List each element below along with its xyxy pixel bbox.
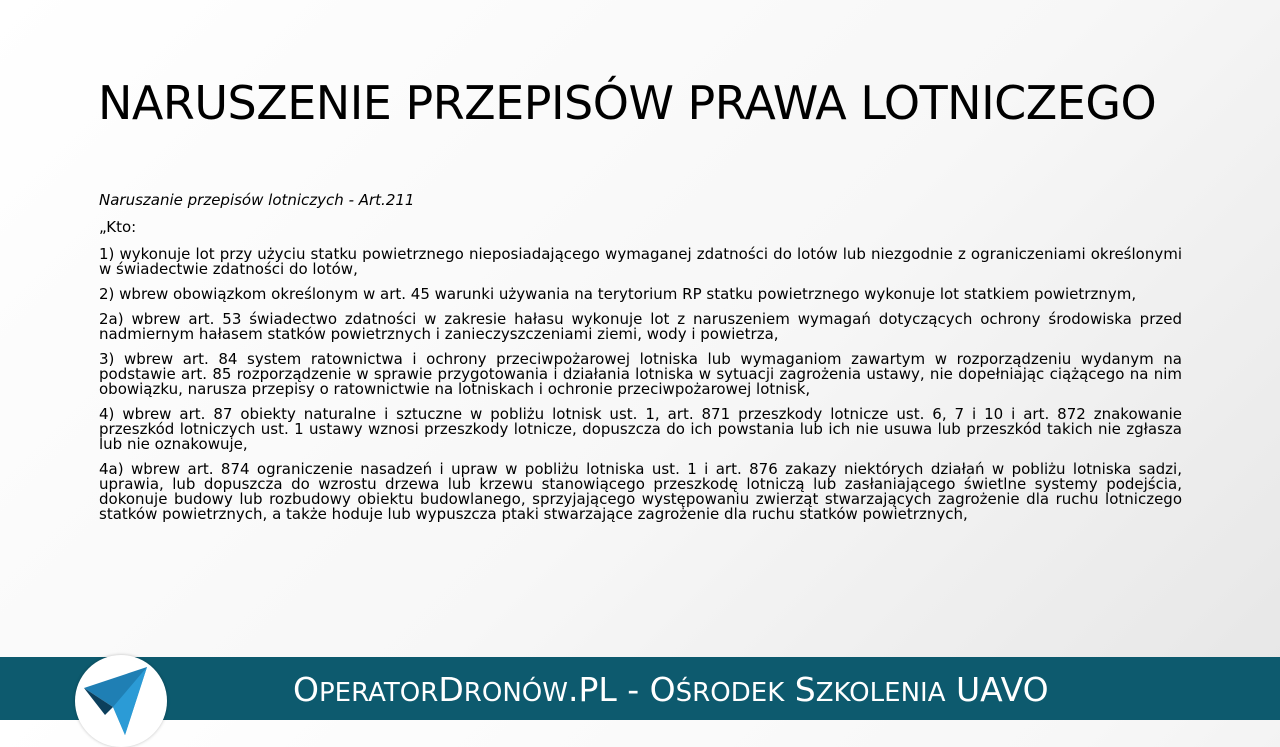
footer-brand-text: OPERATORDRONÓW.PL - OŚRODEK SZKOLENIA UAVO (293, 670, 1049, 709)
slide-content (99, 193, 1182, 532)
paragraph-point-4: 4) wbrew art. 87 obiekty naturalne i sztuczne w pobliżu lotnisk ust. 1, art. 871 przeszkody lotnicze ust. 6, 7 i 10 i art. 872 znakowanie przeszkód lotniczych ust. 1 ustawy wznosi przeszkody lotnicze, dopuszcza do ich powstania lub ich nie usuwa lub przeszkód takich nie zgłasza lub nie oznakowuje, (99, 405, 1182, 453)
brand-logo (75, 655, 167, 747)
paper-plane-icon (75, 655, 167, 747)
paragraph-point-2: 2) wbrew obowiązkom określonym w art. 45 warunki używania na terytorium RP statku powietrznego wykonuje lot statkiem powietrznym, (99, 285, 1137, 303)
paragraph-point-2a: 2a) wbrew art. 53 świadectwo zdatności w zakresie hałasu wykonuje lot z naruszeniem wymagań dotyczących ochrony środowiska przed nadmiernym hałasem statków powietrznych i zanieczyszczeniami ziemi, wody i powietrza, (99, 310, 1182, 343)
article-heading: Naruszanie przepisów lotniczych - Art.211 (99, 191, 415, 209)
intro-text: „Kto: (99, 218, 137, 236)
slide-title: NARUSZENIE PRZEPISÓW PRAWA LOTNICZEGO (98, 76, 1157, 130)
paragraph-point-4a: 4a) wbrew art. 874 ograniczenie nasadzeń i upraw w pobliżu lotniska ust. 1 i art. 876 zakazy niektórych działań w pobliżu lotniska sadzi, uprawia, lub dopuszcza do wzrostu drzewa lub krzewu stanowiącego przeszkodę lotniczą lub zasłaniającego świetlne systemy podejścia, dokonuje budowy lub rozbudowy obiektu budowlanego, sprzyjającego występowaniu zwierząt stwarzających zagrożenie dla ruchu lotniczego statków powietrznych, a także hoduje lub wypuszcza ptaki stwarzające zagrożenie dla ruchu statków powietrznych, (99, 460, 1182, 523)
paragraph-point-3: 3) wbrew art. 84 system ratownictwa i ochrony przeciwpożarowej lotniska lub wymaganiom zawartym w rozporządzeniu wydanym na podstawie art. 85 rozporządzenie w sprawie przygotowania i działania lotniska w sytuacji zagrożenia ustawy, nie dopełniając ciążącego na nim obowiązku, narusza przepisy o ratownictwie na lotniskach i ochronie przeciwpożarowej lotnisk, (99, 350, 1182, 398)
paragraph-point-1: 1) wykonuje lot przy użyciu statku powietrznego nieposiadającego wymaganej zdatności do lotów lub niezgodnie z ograniczeniami określonymi w świadectwie zdatności do lotów, (99, 245, 1182, 278)
